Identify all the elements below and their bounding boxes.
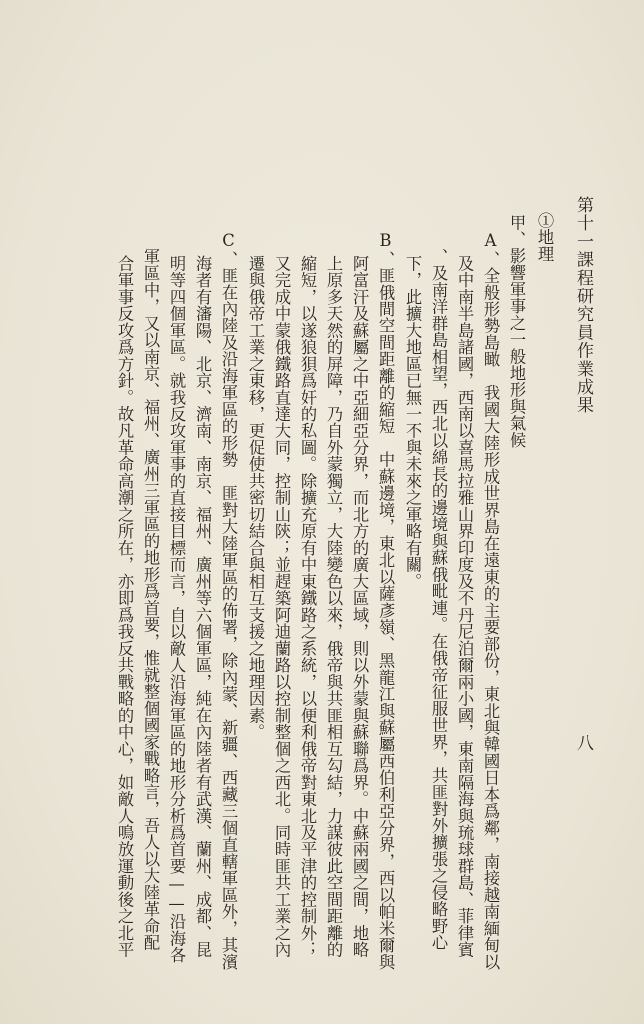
text-column: 軍區中，又以南京、福州、廣州三軍區的地形爲首要，惟就整個國家戰略言，吾人以大陸革命配 [141, 248, 160, 952]
text-column: 、及南洋群島相望，西北以綿長的邊境與蘇俄毗連。在俄帝征服世界，共匪對外擴張之侵略野心 [429, 248, 448, 952]
text-column: 明等四個軍區。就我反攻軍事的直接目標而言，自以敵人沿海軍區的地形分析爲首要——沿海各 [167, 255, 186, 964]
section-heading: ①地理 [535, 212, 554, 263]
text-column: 縮短，以遂狼狽爲奸的私圖。除擴充原有中東鐵路之系統，以便利俄帝對東北及平津的控制外； [298, 255, 317, 959]
text-column: B、匪俄間空間距離的縮短 中蘇邊境，東北以薩彥嶺、黑龍江與蘇屬西伯利亞分界，西以帕米爾與 [376, 231, 395, 971]
text-column: 又完成中蒙俄鐵路直達大同，控制山陝；並趕築阿迪蘭路以控制整個之西北。同時匪共工業之內 [272, 255, 291, 959]
text-column: 下，此擴大地區已無一不與未來之軍略有關。 [403, 255, 422, 590]
text-column: C、匪在內陸及沿海軍區的形勢 匪對大陸軍區的佈署，除內蒙、新疆、西藏三個直轄軍區外，其濱 [219, 231, 238, 971]
page-number: 八 [573, 734, 593, 751]
text-column: 海者有瀋陽、北京、濟南、南京、福州、廣州等六個軍區，純在內陸者有武漢、蘭州、成都、昆 [193, 255, 212, 959]
subsection-heading: 甲、影響軍事之一般地形與氣候 [507, 214, 526, 449]
text-column: 遷與俄帝工業之東移，更促使共密切結合與相互支援之地理因素。 [246, 255, 265, 741]
text-column: 阿富汗及蘇屬之中亞細亞分界，而北方的廣大區域，則以外蒙與蘇聯爲界。中蘇兩國之間，地略 [350, 255, 369, 959]
text-column: 合軍事反攻爲方針。故凡革命高潮之所在，亦即爲我反共戰略的中心，如敵人鳴放運動後之北平 [115, 255, 134, 959]
running-header: 第十一課程研究員作業成果 [573, 196, 593, 415]
text-column: 上原多天然的屏障，乃自外蒙獨立，大陸變色以來，俄帝與共匪相互勾結，力謀彼此空間距離的 [324, 255, 343, 959]
text-column: 及中南半島諸國，西南以喜馬拉雅山界印度及不丹尼泊爾兩小國，東南隔海與琉球群島、菲律賓 [455, 255, 474, 959]
text-column: A、全般形勢島瞰 我國大陸形成世界島在遠東的主要部份，東北與韓國日本爲鄰，南接越南緬甸以 [481, 231, 500, 971]
